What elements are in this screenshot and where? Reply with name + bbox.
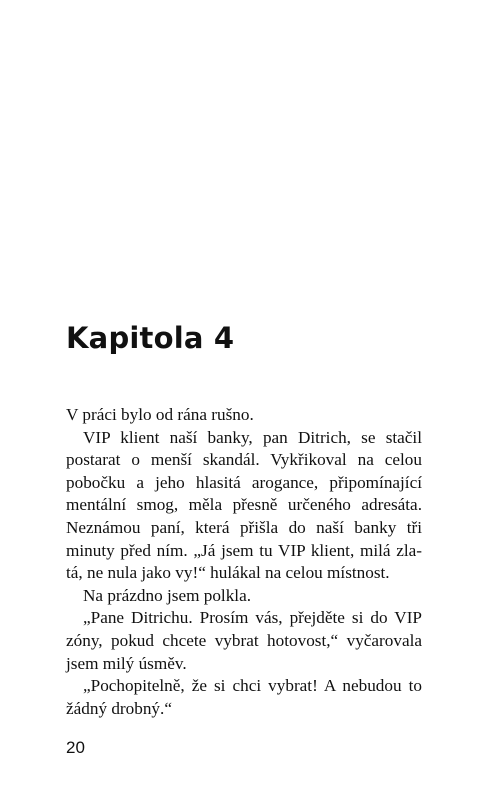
chapter-title: Kapitola 4 bbox=[66, 321, 235, 355]
text-line: žádný drobný.“ bbox=[66, 698, 172, 718]
text-line: tá, ne nula jako vy!“ hulákal na celou místnost. bbox=[66, 563, 390, 583]
text-line: VIP klient naší banky, pan Ditrich, se stačil bbox=[83, 427, 422, 447]
text-line: V práci bylo od rána rušno. bbox=[66, 405, 254, 424]
body-text bbox=[66, 404, 422, 720]
text-line: mentální smog, měla přesně určeného adresáta. bbox=[66, 495, 422, 515]
text-line: zóny, pokud chcete vybrat hotovost,“ vyčarovala bbox=[66, 630, 422, 650]
page-number: 20 bbox=[66, 738, 85, 757]
text-line: pobočku a jeho hlasitá arogance, připomínající bbox=[66, 472, 422, 492]
text-line: postarat o menší skandál. Vykřikoval na celou bbox=[66, 450, 422, 470]
text-line: „Pane Ditrichu. Prosím vás, přejděte si do VIP bbox=[83, 608, 422, 628]
text-line: Na prázdno jsem polkla. bbox=[83, 585, 252, 605]
text-line: „Pochopitelně, že si chci vybrat! A nebudou to bbox=[83, 676, 422, 696]
text-line: Neznámou paní, která přišla do naší banky tři bbox=[66, 517, 422, 537]
text-line: jsem milý úsměv. bbox=[66, 653, 187, 673]
text-line: minuty před ním. „Já jsem tu VIP klient, milá zla- bbox=[66, 540, 422, 560]
